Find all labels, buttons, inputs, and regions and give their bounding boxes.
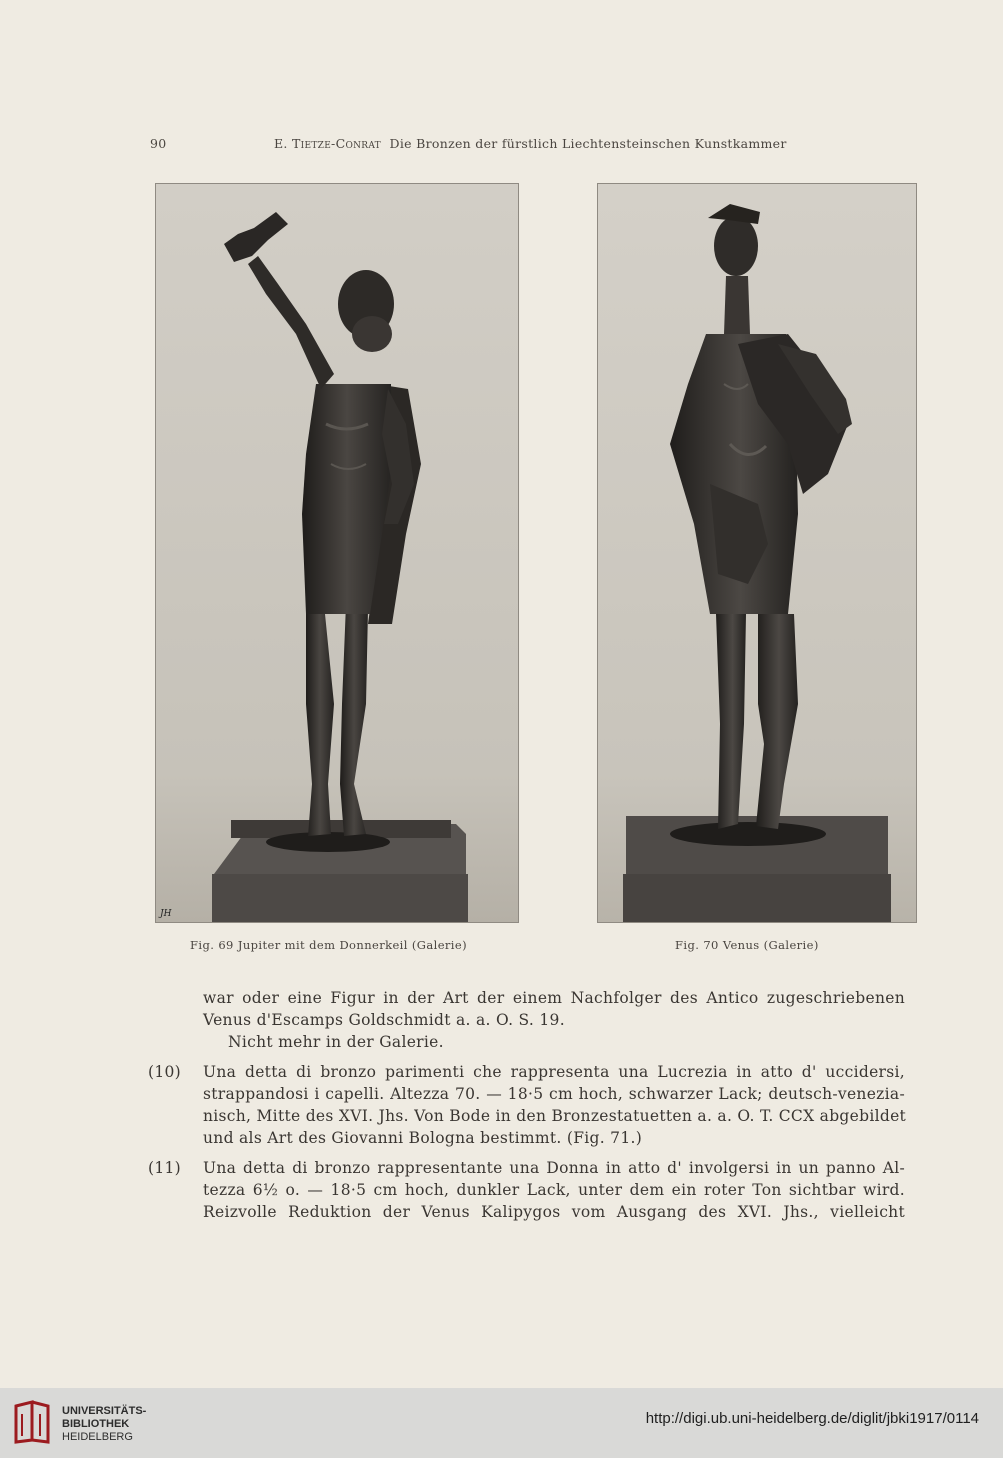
- engraver-monogram: JH: [160, 909, 172, 919]
- entry-number: (10): [148, 1063, 182, 1081]
- entry-line: Una detta di bronzo rappresentante una Donna in atto d' involgersi in un panno Al-: [203, 1159, 905, 1177]
- library-line-3: HEIDELBERG: [62, 1431, 133, 1443]
- note-line: Nicht mehr in der Galerie.: [228, 1033, 444, 1051]
- running-title: [274, 136, 787, 151]
- entry-line: Una detta di bronzo parimenti che rappresenta una Lucrezia in atto d' uccidersi,: [203, 1063, 905, 1081]
- figure-69-caption: Fig. 69 Jupiter mit dem Donnerkeil (Galerie): [190, 938, 467, 952]
- running-head: [150, 136, 840, 156]
- library-line-2: BIBLIOTHEK: [62, 1418, 130, 1430]
- permalink-url[interactable]: http://digi.ub.uni-heidelberg.de/diglit/jbki1917/0114: [645, 1410, 979, 1427]
- library-footer: [0, 1388, 1003, 1458]
- figure-70-photo: [597, 183, 917, 923]
- figure-69-photo: [155, 183, 519, 923]
- page-number: 90: [150, 136, 167, 151]
- library-name: [62, 1405, 146, 1444]
- library-line-1: UNIVERSITÄTS-: [62, 1405, 147, 1417]
- body-text-2: [148, 1157, 908, 1237]
- entry-line: strappandosi i capelli. Altezza 70. — 18·5 cm hoch, schwarzer Lack; deutsch-venezia-: [203, 1085, 905, 1103]
- book-title: Die Bronzen der fürstlich Liechtensteinschen Kunstkammer: [389, 136, 787, 151]
- body-line: Venus d'Escamps Goldschmidt a. a. O. S. 19.: [203, 1011, 565, 1029]
- entry-line: tezza 6½ o. — 18·5 cm hoch, dunkler Lack, unter dem ein roter Ton sichtbar wird.: [203, 1181, 905, 1199]
- jupiter-statue-image: [156, 184, 518, 922]
- entry-line: und als Art des Giovanni Bologna bestimmt. (Fig. 71.): [203, 1129, 643, 1147]
- venus-statue-image: [598, 184, 916, 922]
- figure-70-caption: Fig. 70 Venus (Galerie): [675, 938, 819, 952]
- library-logo-icon: [12, 1400, 52, 1444]
- entry-line: nisch, Mitte des XVI. Jhs. Von Bode in den Bronzestatuetten a. a. O. T. CCX abgebildet: [203, 1107, 907, 1125]
- entry-line: Reizvolle Reduktion der Venus Kalipygos vom Ausgang des XVI. Jhs., vielleicht: [203, 1203, 905, 1221]
- entry-number: (11): [148, 1159, 182, 1177]
- body-line: war oder eine Figur in der Art der einem Nachfolger des Antico zugeschriebenen: [203, 989, 905, 1007]
- author-name: E. Tietze-Conrat: [274, 136, 381, 151]
